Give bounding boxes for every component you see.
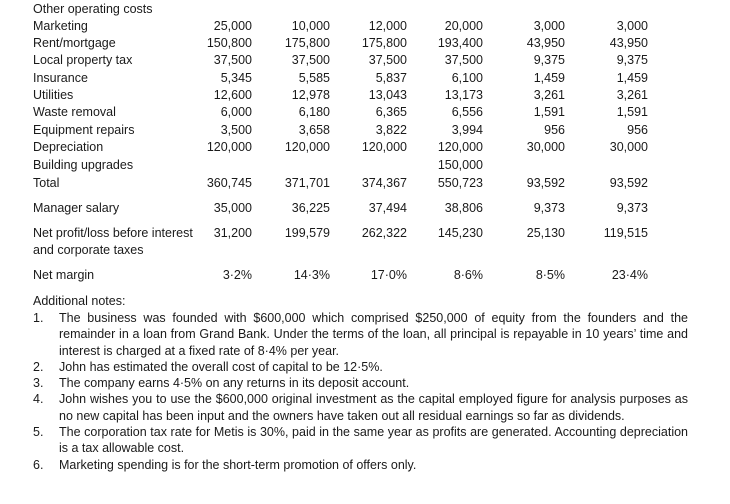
value-cell: 3,261 (533, 88, 565, 102)
note-number: 1. (33, 311, 44, 325)
note-item (33, 457, 688, 473)
value-cell: 199,579 (284, 226, 330, 240)
notes-list (33, 310, 688, 473)
value-cell: 23·4% (611, 268, 648, 282)
value-cell: 175,800 (284, 36, 330, 50)
note-text: The company earns 4·5% on any returns in its deposit account. (59, 376, 410, 391)
value-cell: 14·3% (293, 268, 330, 282)
value-cell: 371,701 (284, 176, 330, 190)
value-cell: 35,000 (213, 201, 252, 215)
row-label: Equipment repairs (33, 123, 135, 137)
value-cell: 13,043 (368, 88, 407, 102)
row-label: Total (33, 176, 60, 190)
value-cell: 30,000 (526, 140, 565, 154)
value-cell: 37,500 (368, 53, 407, 67)
value-cell: 5,837 (375, 71, 407, 85)
row-label: Waste removal (33, 105, 116, 119)
row-label: Net margin (33, 268, 95, 282)
value-cell: 3,500 (220, 123, 252, 137)
value-cell: 3·2% (222, 268, 252, 282)
value-cell: 120,000 (284, 140, 330, 154)
notes-title: Additional notes: (33, 294, 126, 308)
value-cell: 360,745 (206, 176, 252, 190)
note-item (33, 375, 688, 391)
value-cell: 1,459 (533, 71, 565, 85)
value-cell: 9,373 (533, 201, 565, 215)
value-cell: 8·6% (453, 268, 483, 282)
value-cell: 5,345 (220, 71, 252, 85)
row-label: Insurance (33, 71, 88, 85)
value-cell: 17·0% (370, 268, 407, 282)
value-cell: 956 (627, 123, 648, 137)
value-cell: 550,723 (437, 176, 483, 190)
value-cell: 374,367 (361, 176, 407, 190)
value-cell: 43,950 (609, 36, 648, 50)
note-item (33, 424, 688, 457)
note-number: 4. (33, 392, 44, 407)
value-cell: 31,200 (213, 226, 252, 240)
value-cell: 9,375 (616, 53, 648, 67)
value-cell: 145,230 (437, 226, 483, 240)
note-text: John has estimated the overall cost of capital to be 12·5%. (59, 359, 383, 374)
note-number: 3. (33, 376, 44, 391)
value-cell: 43,950 (526, 36, 565, 50)
value-cell: 25,000 (213, 19, 252, 33)
value-cell: 150,800 (206, 36, 252, 50)
value-cell: 20,000 (444, 19, 483, 33)
note-number: 5. (33, 425, 44, 440)
value-cell: 3,000 (533, 19, 565, 33)
row-label: Rent/mortgage (33, 36, 116, 50)
row-label: Utilities (33, 88, 74, 102)
value-cell: 193,400 (437, 36, 483, 50)
value-cell: 25,130 (526, 226, 565, 240)
note-text: Marketing spending is for the short-term promotion of offers only. (59, 457, 417, 472)
value-cell: 3,261 (616, 88, 648, 102)
value-cell: 3,658 (298, 123, 330, 137)
value-cell: 10,000 (291, 19, 330, 33)
row-label: Net profit/loss before interest (33, 226, 193, 240)
note-text: The corporation tax rate for Metis is 30%, paid in the same year as profits are generated. Accounting depreciation is a tax allowable cost. (59, 425, 688, 456)
value-cell: 120,000 (361, 140, 407, 154)
value-cell: 120,000 (437, 140, 483, 154)
value-cell: 1,591 (533, 105, 565, 119)
value-cell: 3,994 (451, 123, 483, 137)
value-cell: 3,822 (375, 123, 407, 137)
value-cell: 37,494 (368, 201, 407, 215)
value-cell: 37,500 (213, 53, 252, 67)
note-number: 2. (33, 359, 44, 374)
value-cell: 38,806 (444, 201, 483, 215)
row-label: Depreciation (33, 140, 104, 154)
value-cell: 175,800 (361, 36, 407, 50)
value-cell: 1,591 (616, 105, 648, 119)
value-cell: 9,373 (616, 201, 648, 215)
value-cell: 12,600 (213, 88, 252, 102)
value-cell: 6,000 (220, 105, 252, 119)
note-text: John wishes you to use the $600,000 original investment as the capital employed figure for analysis purposes as no new capital has been input and the owners have taken out all residual earnings so far as dividends. (59, 392, 688, 423)
value-cell: 93,592 (526, 176, 565, 190)
value-cell: 37,500 (291, 53, 330, 67)
value-cell: 93,592 (609, 176, 648, 190)
section-title: Other operating costs (33, 2, 153, 16)
value-cell: 37,500 (444, 53, 483, 67)
value-cell: 6,100 (451, 71, 483, 85)
value-cell: 36,225 (291, 201, 330, 215)
value-cell: 12,978 (291, 88, 330, 102)
value-cell: 120,000 (206, 140, 252, 154)
value-cell: 6,180 (298, 105, 330, 119)
note-item (33, 310, 688, 359)
value-cell: 119,515 (603, 226, 648, 240)
value-cell: 13,173 (444, 88, 483, 102)
value-cell: 30,000 (609, 140, 648, 154)
value-cell: 9,375 (533, 53, 565, 67)
value-cell: 6,365 (375, 105, 407, 119)
row-label: Building upgrades (33, 158, 134, 172)
note-text: The business was founded with $600,000 which comprised $250,000 of equity from the founders and the remainder in a loan from Grand Bank. Under the terms of the loan, all principal is repayable in 10 years’ time and interest is charged at a fixed rate of 8·4% per year. (59, 311, 688, 358)
value-cell: 262,322 (361, 226, 407, 240)
row-label: Marketing (33, 19, 88, 33)
row-label: Local property tax (33, 53, 133, 67)
value-cell: 956 (544, 123, 565, 137)
note-number: 6. (33, 457, 44, 472)
value-cell: 6,556 (451, 105, 483, 119)
value-cell: 5,585 (298, 71, 330, 85)
value-cell: 1,459 (616, 71, 648, 85)
note-item (33, 391, 688, 424)
value-cell: 8·5% (535, 268, 565, 282)
note-item (33, 359, 688, 375)
value-cell: 12,000 (368, 19, 407, 33)
row-label: Manager salary (33, 201, 120, 215)
value-cell: 3,000 (616, 19, 648, 33)
value-cell: 150,000 (437, 158, 483, 172)
row-label-continued: and corporate taxes (33, 243, 144, 257)
